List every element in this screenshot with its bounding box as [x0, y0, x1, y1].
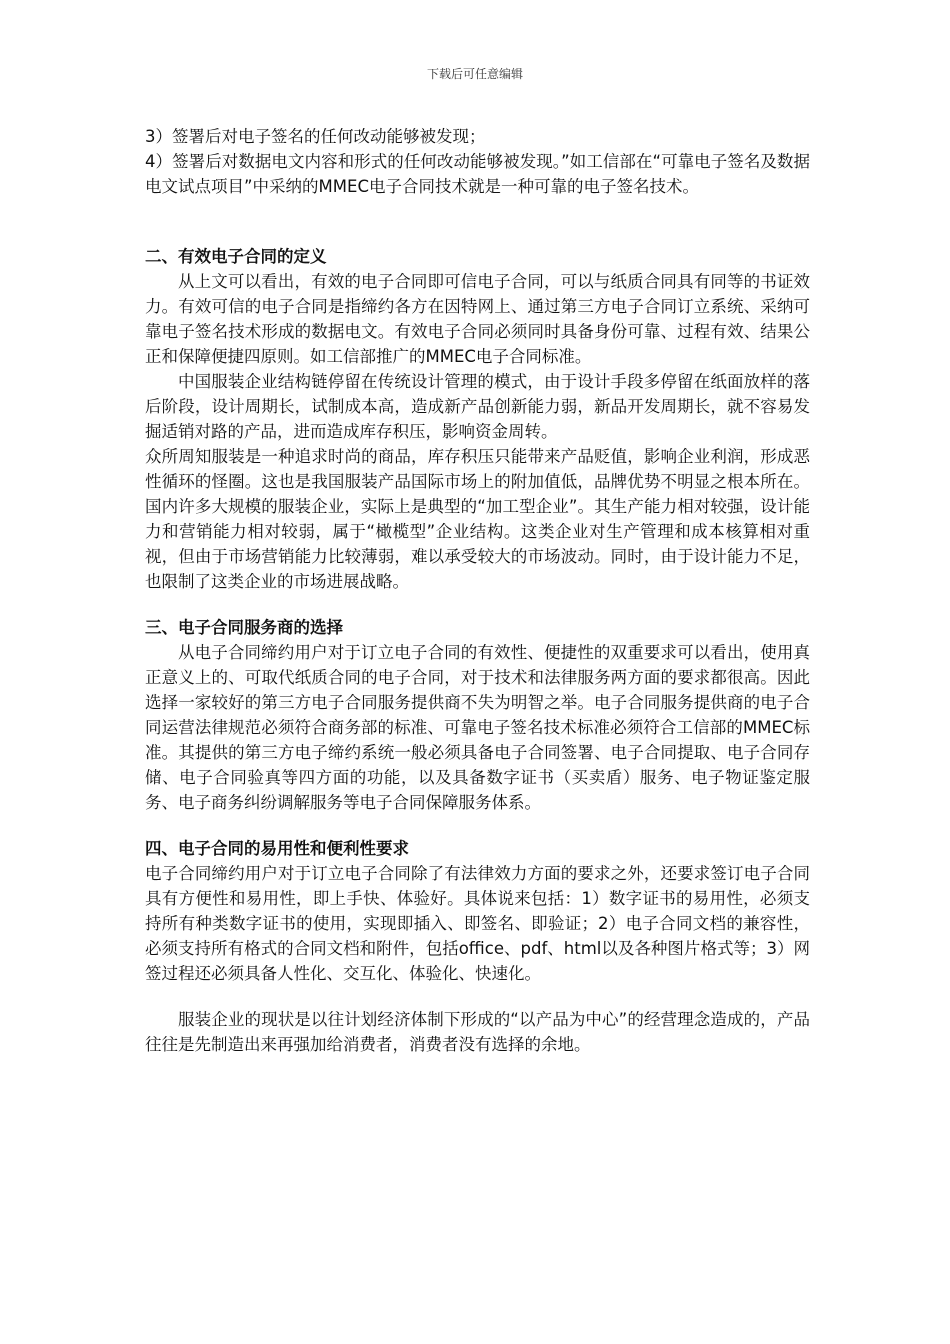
- spacer: [145, 199, 810, 244]
- section-3-heading: 三、电子合同服务商的选择: [145, 618, 343, 637]
- intro-item-4: 4）签署后对数据电文内容和形式的任何改动能够被发现。”如工信部在“可靠电子签名及数据电文试点项目”中采纳的MMEC电子合同技术就是一种可靠的电子签名技术。: [145, 152, 810, 196]
- section-2-paragraph-1: 从上文可以看出，有效的电子合同即可信电子合同，可以与纸质合同具有同等的书证效力。有效可信的电子合同是指缔约各方在因特网上、通过第三方电子合同订立系统、采纳可靠电子签名技术形成的数据电文。有效电子合同必须同时具备身份可靠、过程有效、结果公正和保障便捷四原则。如工信部推广的MMEC电子合同标准。: [145, 272, 810, 366]
- document-body: [145, 124, 810, 1057]
- spacer: [145, 815, 810, 836]
- section-3-paragraph-1: 从电子合同缔约用户对于订立电子合同的有效性、便捷性的双重要求可以看出，使用真正意义上的、可取代纸质合同的电子合同，对于技术和法律服务两方面的要求都很高。因此选择一家较好的第三方电子合同服务提供商不失为明智之举。电子合同服务提供商的电子合同运营法律规范必须符合商务部的标准、可靠电子签名技术标准必须符合工信部的MMEC标准。其提供的第三方电子缔约系统一般必须具备电子合同签署、电子合同提取、电子合同存储、电子合同验真等四方面的功能，以及具备数字证书（买卖盾）服务、电子物证鉴定服务、电子商务纠纷调解服务等电子合同保障服务体系。: [145, 643, 810, 812]
- section-4-paragraph-1: 电子合同缔约用户对于订立电子合同除了有法律效力方面的要求之外，还要求签订电子合同具有方便性和易用性，即上手快、体验好。具体说来包括：1）数字证书的易用性，必须支持所有种类数字证书的使用，实现即插入、即签名、即验证；2）电子合同文档的兼容性，必须支持所有格式的合同文档和附件，包括office、pdf、html以及各种图片格式等；3）网签过程还必须具备人性化、交互化、体验化、快速化。: [145, 864, 810, 983]
- section-4-heading: 四、电子合同的易用性和便利性要求: [145, 839, 409, 858]
- section-2-paragraph-2: 中国服装企业结构链停留在传统设计管理的模式，由于设计手段多停留在纸面放样的落后阶段，设计周期长，试制成本高，造成新产品创新能力弱，新品开发周期长，就不容易发掘适销对路的产品，进而造成库存积压，影响资金周转。: [145, 372, 810, 441]
- spacer: [145, 594, 810, 615]
- section-2-heading: 二、有效电子合同的定义: [145, 247, 327, 266]
- intro-item-3: 3）签署后对电子签名的任何改动能够被发现；: [145, 127, 486, 146]
- page-header-note: 下载后可任意编辑: [426, 67, 523, 81]
- spacer: [145, 986, 810, 1007]
- section-2-paragraph-3: 众所周知服装是一种追求时尚的商品，库存积压只能带来产品贬值，影响企业利润，形成恶性循环的怪圈。这也是我国服装产品国际市场上的附加值低，品牌优势不明显之根本所在。国内许多大规模的服装企业，实际上是典型的“加工型企业”。其生产能力相对较强，设计能力和营销能力相对较弱，属于“橄榄型”企业结构。这类企业对生产管理和成本核算相对重视，但由于市场营销能力比较薄弱，难以承受较大的市场波动。同时，由于设计能力不足，也限制了这类企业的市场进展战略。: [145, 447, 810, 591]
- section-4-paragraph-2: 服装企业的现状是以往计划经济体制下形成的“以产品为中心”的经营理念造成的，产品往往是先制造出来再强加给消费者，消费者没有选择的余地。: [145, 1010, 810, 1054]
